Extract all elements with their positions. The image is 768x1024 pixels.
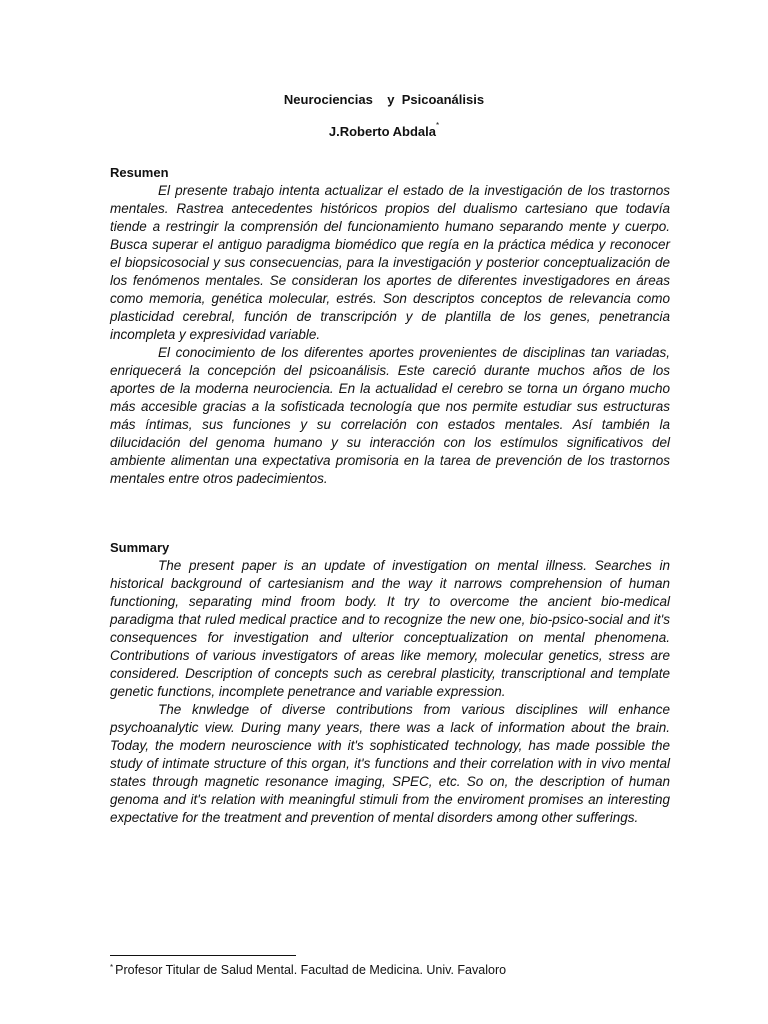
author-footnote-marker: * <box>436 121 440 130</box>
footnote-divider <box>110 955 296 956</box>
footnote-marker: * <box>110 963 114 972</box>
footnote-text: Profesor Titular de Salud Mental. Facultad de Medicina. Univ. Favaloro <box>115 963 507 977</box>
summary-paragraph-2: The knwledge of diverse contributions from various disciplines will enhance psychoanalytic view. During many years, there was a lack of information about the brain. Today, the modern neuroscience with it's sophisticated technology, has made possible the study of intimate structure of this organ, it's functions and their correlation with in vivo mental states through magnetic resonance imaging, SPEC, etc. So on, the description of human genoma and it's relation with meaningful stimuli from the enviroment promises an interesting expectative for the treatment and prevention of mental disorders among other sufferings. <box>110 702 670 825</box>
resumen-paragraph-2: El conocimiento de los diferentes aportes provenientes de disciplinas tan variadas, enriquecerá la concepción del psicoanálisis. Este careció durante muchos años de los aportes de la moderna neurociencia. En la actualidad el cerebro se torna un órgano mucho más accesible gracias a la sofisticada tecnología que nos permite estudiar sus estructuras más íntimas, sus funciones y su correlación con estados mentales. Así también la dilucidación del genoma humano y su interacción con los estímulos significativos del ambiente alimentan una expectativa promisoria en la tarea de prevención de los trastornos mentales entre otros padecimientos. <box>110 345 670 486</box>
summary-paragraph-1: The present paper is an update of investigation on mental illness. Searches in historical background of cartesianism and the way it narrows comprehension of human functioning, separating mind froom body. It try to overcome the ancient bio-medical paradigma that ruled medical practice and to recognize the new one, bio-psico-social and it's consequences for investigation and ulterior conceptualization on mental phenomena. Contributions of various investigators of areas like memory, molecular genetics, stress are considered. Description of concepts such as cerebral plasticity, transcriptional and template genetic functions, incomplete penetrance and variable expression. <box>110 558 670 699</box>
resumen-section <box>110 164 670 488</box>
document-title: Neurociencias y Psicoanálisis <box>283 92 485 107</box>
resumen-heading: Resumen <box>110 165 169 180</box>
footnote <box>110 962 506 978</box>
summary-heading: Summary <box>110 540 170 555</box>
author-line <box>0 121 768 139</box>
summary-section <box>110 539 670 827</box>
resumen-paragraph-1: El presente trabajo intenta actualizar el estado de la investigación de los trastornos mentales. Rastrea antecedentes históricos propios del dualismo cartesiano que todavía tiende a restringir la comprensión del funcionamiento humano separando mente y cuerpo. Busca superar el antiguo paradigma biomédico que regía en la práctica médica y reconocer el biopsicosocial y sus consecuencias, para la investigación y posterior conceptualización de los fenómenos mentales. Se consideran los aportes de diferentes investigadores en áreas como memoria, genética molecular, estrés. Son descriptos conceptos de relevancia como plasticidad cerebral, función de transcripción y de plantilla de los genes, penetrancia incompleta y expresividad variable. <box>110 183 670 342</box>
author-name: J.Roberto Abdala <box>328 124 437 139</box>
